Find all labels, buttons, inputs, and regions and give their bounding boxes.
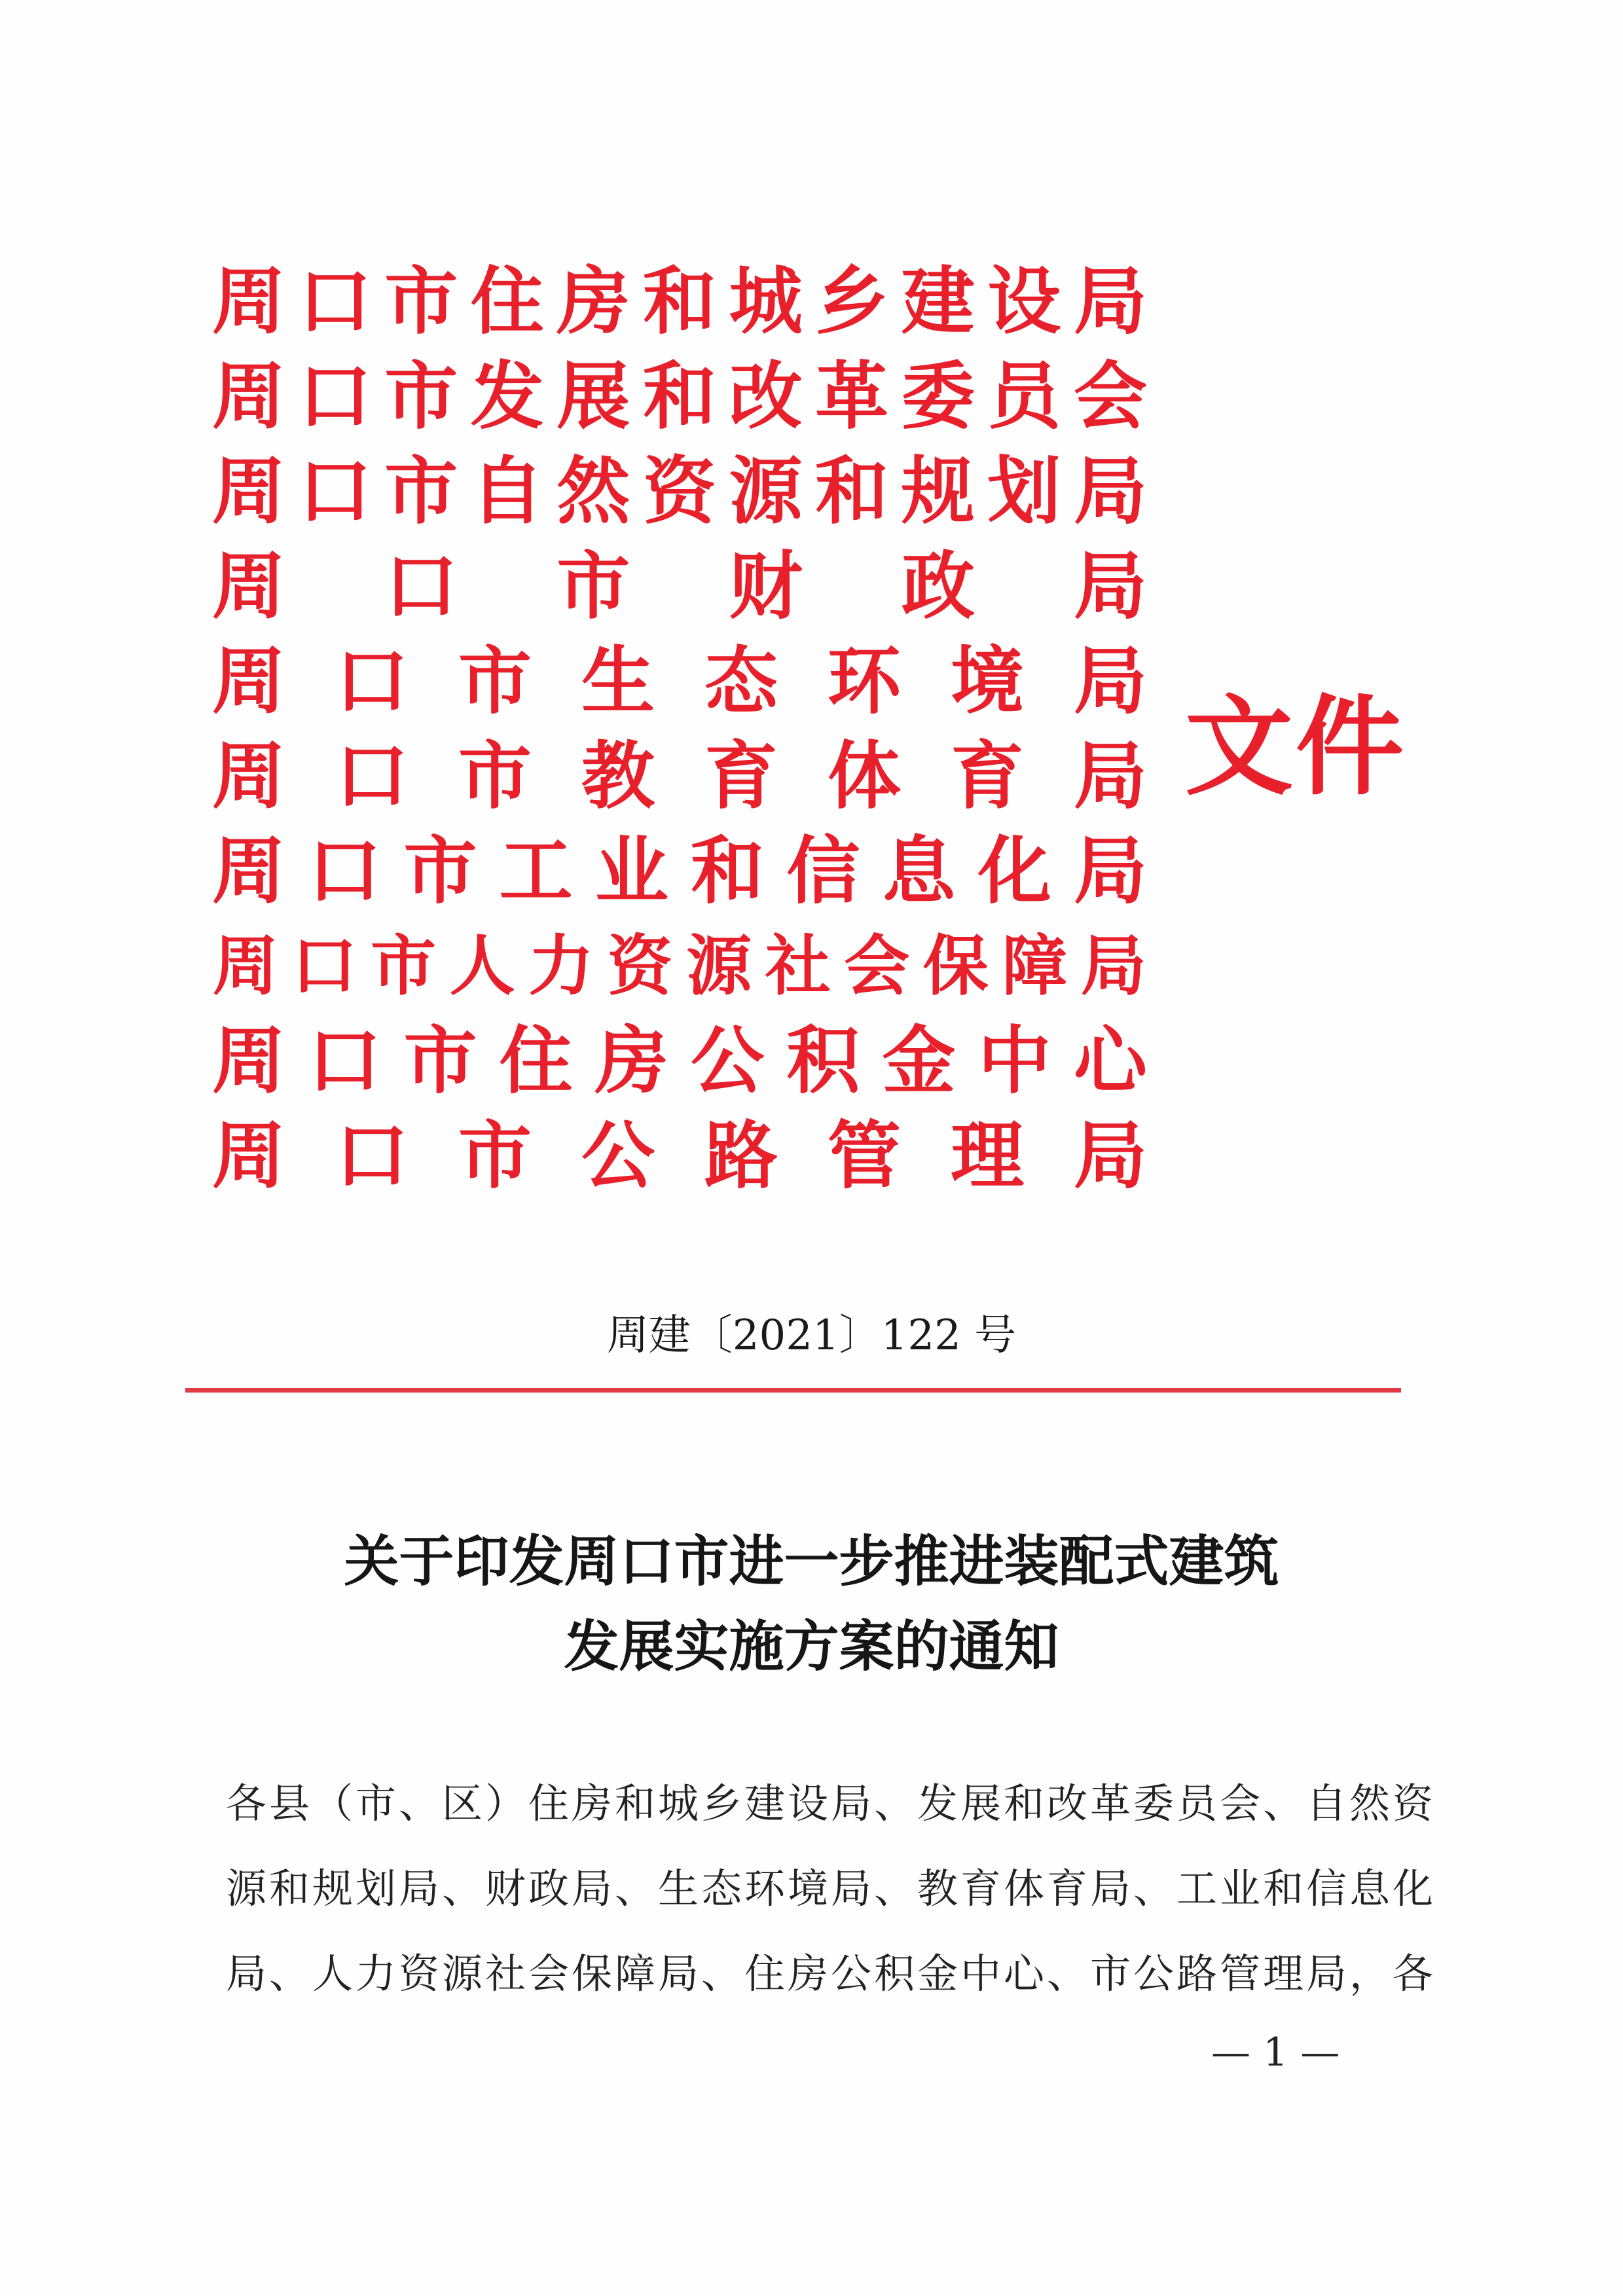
agency-char: 育 xyxy=(704,733,778,819)
agency-char: 周 xyxy=(212,1018,285,1104)
agency-char: 信 xyxy=(786,828,860,914)
agency-line xyxy=(208,444,1151,539)
agency-char: 周 xyxy=(212,448,285,534)
agency-char: 生 xyxy=(581,638,655,724)
agency-char: 周 xyxy=(213,927,278,1004)
agency-char: 口 xyxy=(384,543,458,629)
agency-char: 市 xyxy=(556,543,630,629)
agency-char: 周 xyxy=(212,354,285,439)
agency-char: 住 xyxy=(499,1018,573,1104)
agency-char: 和 xyxy=(815,448,889,534)
agency-char: 周 xyxy=(212,828,285,914)
agency-line xyxy=(208,634,1151,729)
agency-char: 源 xyxy=(686,927,752,1004)
agency-char: 保 xyxy=(922,927,989,1004)
agency-char: 市 xyxy=(384,354,458,439)
agency-char: 周 xyxy=(212,543,285,629)
agency-char: 房 xyxy=(556,259,630,344)
agency-char: 改 xyxy=(729,354,803,439)
agency-char: 政 xyxy=(901,543,975,629)
agency-char: 态 xyxy=(704,638,778,724)
agency-char: 自 xyxy=(470,448,544,534)
document-number: 周建〔2021〕122 号 xyxy=(606,1311,1017,1360)
agency-char: 然 xyxy=(556,448,630,534)
agency-char: 建 xyxy=(901,259,975,344)
agency-char: 市 xyxy=(403,1018,477,1104)
agency-char: 路 xyxy=(704,1113,778,1199)
page-number: — 1 — xyxy=(1211,2030,1340,2075)
agency-char: 革 xyxy=(815,354,889,439)
agency-char: 人 xyxy=(449,927,515,1004)
agency-char: 设 xyxy=(987,259,1061,344)
agency-line xyxy=(208,349,1151,444)
agency-char: 会 xyxy=(844,927,910,1004)
agency-char: 公 xyxy=(691,1018,765,1104)
agency-char: 和 xyxy=(642,354,716,439)
document-title-line-2: 发展实施方案的通知 xyxy=(564,1614,1059,1679)
agency-char: 周 xyxy=(212,1113,285,1199)
agency-char: 会 xyxy=(1073,354,1147,439)
agency-char: 市 xyxy=(458,1113,532,1199)
agency-char: 积 xyxy=(786,1018,860,1104)
agency-char: 环 xyxy=(828,638,901,724)
agency-char: 周 xyxy=(212,733,285,819)
agency-char: 工 xyxy=(499,828,573,914)
agency-char: 育 xyxy=(951,733,1024,819)
agency-char: 和 xyxy=(642,259,716,344)
agency-char: 局 xyxy=(1073,828,1147,914)
agency-char: 市 xyxy=(384,448,458,534)
document-title-line-1: 关于印发周口市进一步推进装配式建筑 xyxy=(344,1529,1279,1594)
agency-char: 社 xyxy=(765,927,831,1004)
agency-char: 住 xyxy=(470,259,544,344)
agency-char: 口 xyxy=(335,638,409,724)
issuing-agencies-header xyxy=(208,254,1151,1203)
agency-char: 口 xyxy=(298,259,372,344)
agency-char: 市 xyxy=(458,733,532,819)
agency-char: 力 xyxy=(528,927,594,1004)
agency-char: 体 xyxy=(828,733,901,819)
agency-char: 市 xyxy=(384,259,458,344)
agency-char: 源 xyxy=(729,448,803,534)
agency-char: 委 xyxy=(901,354,975,439)
agency-char: 化 xyxy=(977,828,1051,914)
agency-char: 周 xyxy=(212,259,285,344)
body-line-1: 各县（市、区）住房和城乡建设局、发展和改革委员会、自然资 xyxy=(226,1779,1436,1827)
agency-char: 局 xyxy=(1073,448,1147,534)
agency-char: 资 xyxy=(607,927,673,1004)
agency-char: 境 xyxy=(951,638,1024,724)
agency-char: 障 xyxy=(1002,927,1068,1004)
agency-char: 金 xyxy=(882,1018,956,1104)
agency-char: 教 xyxy=(581,733,655,819)
agency-line xyxy=(208,539,1151,634)
agency-char: 口 xyxy=(308,1018,382,1104)
agency-char: 市 xyxy=(371,927,437,1004)
agency-char: 市 xyxy=(403,828,477,914)
agency-char: 展 xyxy=(556,354,630,439)
agency-char: 口 xyxy=(335,733,409,819)
agency-char: 房 xyxy=(594,1018,668,1104)
agency-char: 局 xyxy=(1074,638,1147,724)
agency-char: 局 xyxy=(1074,1113,1147,1199)
agency-char: 财 xyxy=(729,543,803,629)
agency-char: 发 xyxy=(470,354,544,439)
agency-char: 业 xyxy=(594,828,668,914)
agency-char: 公 xyxy=(581,1113,655,1199)
agency-char: 心 xyxy=(1073,1018,1147,1104)
agency-char: 城 xyxy=(729,259,803,344)
agency-char: 市 xyxy=(458,638,532,724)
agency-char: 员 xyxy=(987,354,1061,439)
agency-char: 口 xyxy=(308,828,382,914)
agency-char: 和 xyxy=(691,828,765,914)
agency-char: 局 xyxy=(1073,543,1147,629)
agency-line xyxy=(208,254,1151,349)
body-line-3: 局、人力资源社会保障局、住房公积金中心、市公路管理局，各 xyxy=(226,1950,1436,1997)
agency-line xyxy=(208,1013,1151,1108)
agency-char: 规 xyxy=(901,448,975,534)
agency-char: 中 xyxy=(977,1018,1051,1104)
agency-char: 口 xyxy=(298,354,372,439)
document-suffix: 文件 xyxy=(1185,683,1406,810)
agency-char: 理 xyxy=(951,1113,1024,1199)
red-separator-rule xyxy=(185,1388,1401,1393)
agency-char: 局 xyxy=(1074,733,1147,819)
agency-char: 乡 xyxy=(815,259,889,344)
agency-char: 资 xyxy=(642,448,716,534)
agency-line xyxy=(208,1108,1151,1203)
agency-char: 管 xyxy=(828,1113,901,1199)
agency-char: 周 xyxy=(212,638,285,724)
agency-char: 口 xyxy=(335,1113,409,1199)
body-line-2: 源和规划局、财政局、生态环境局、教育体育局、工业和信息化 xyxy=(226,1865,1436,1912)
agency-char: 划 xyxy=(987,448,1061,534)
agency-char: 局 xyxy=(1073,259,1147,344)
agency-char: 局 xyxy=(1080,927,1146,1004)
agency-char: 口 xyxy=(298,448,372,534)
agency-char: 息 xyxy=(882,828,956,914)
agency-line xyxy=(208,729,1151,824)
agency-char: 口 xyxy=(291,927,357,1004)
agency-line xyxy=(208,824,1151,919)
agency-line xyxy=(208,919,1151,1013)
